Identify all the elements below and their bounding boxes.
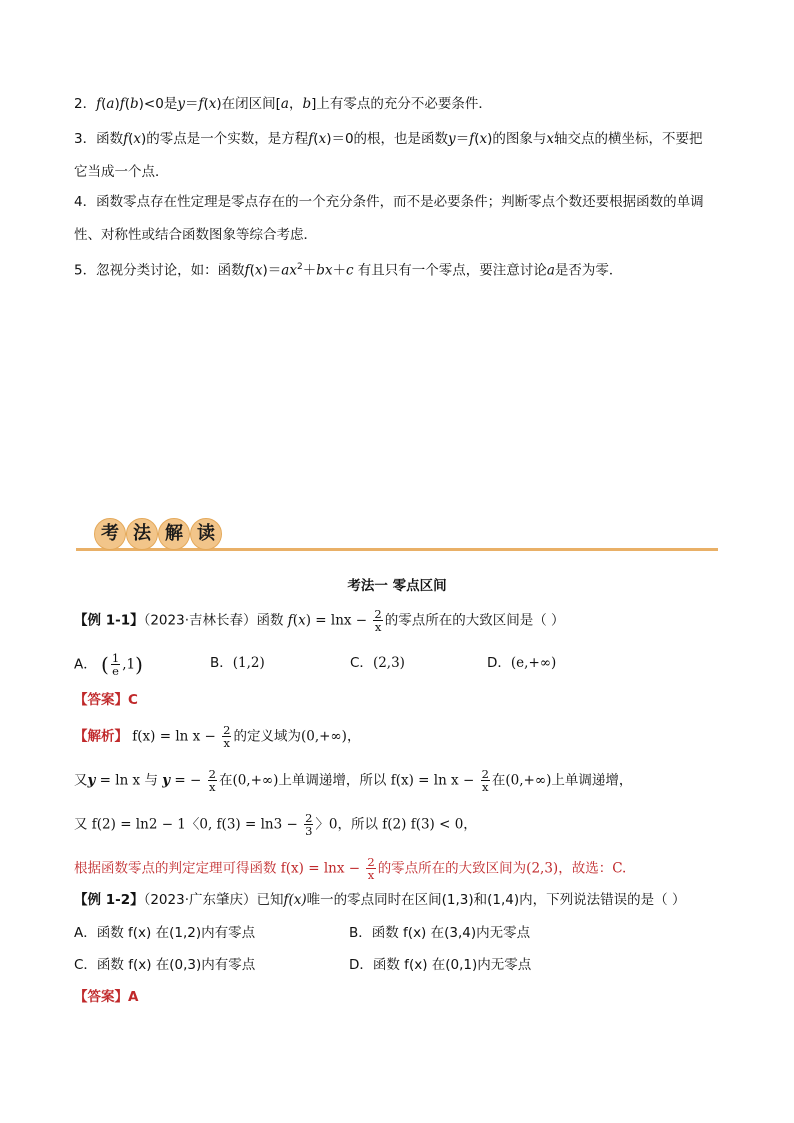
option-1-2-a: A．函数 f(x) 在(1,2)内有零点: [74, 925, 256, 941]
option-d: D．(e,+∞): [487, 655, 557, 671]
example-1-2-question: 【例 1-2】（2023·广东肇庆）已知f(x)唯一的零点同时在区间(1,3)和(1,4)内，下列说法错误的是（ ）: [74, 892, 686, 908]
example-tag: 【例 1-1】: [74, 612, 144, 629]
answer-1-1: 【答案】C: [74, 692, 138, 708]
banner-char-3: 解: [158, 518, 190, 550]
note-4-line-2: 性、对称性或结合函数图象等综合考虑．: [74, 227, 317, 243]
option-b: B．(1,2): [210, 655, 265, 671]
analysis-line-4: 根据函数零点的判定定理可得函数 f(x) = lnx − $\frac{2}{x}$ 的零点所在的大致区间为(2,3)，故选：C.: [74, 855, 627, 882]
option-a: A． ( $\frac{1}{e}$ ,1): [74, 651, 143, 678]
answer-1-2: 【答案】A: [74, 989, 139, 1005]
banner-char-1: 考: [94, 518, 126, 550]
banner-char-2: 法: [126, 518, 158, 550]
analysis-line-3: 又 f(2) = ln2 − 1〈0, f(3) = ln3 − $\frac{2}{3}$ 〉0，所以 f(2) f(3) < 0，: [74, 811, 477, 838]
section-title: 考法一 零点区间: [347, 578, 447, 594]
option-c: C．(2,3): [350, 655, 405, 671]
section-banner: [76, 514, 718, 554]
banner-char-4: 读: [190, 518, 222, 550]
note-3-line-2: 它当成一个点．: [74, 164, 169, 180]
option-1-2-c: C．函数 f(x) 在(0,3)内有零点: [74, 957, 256, 973]
note-3-line-1: 3．函数f(x)的零点是一个实数，是方程f(x)＝0的根，也是函数y＝f(x)的图象与x轴交点的横坐标，不要把: [74, 131, 703, 147]
note-4-line-1: 4．函数零点存在性定理是零点存在的一个充分条件，而不是必要条件；判断零点个数还要根据函数的单调: [74, 194, 704, 210]
example-1-1-question: 【例 1-1】（2023·吉林长春）函数 f(x) = lnx − $\frac{2}{x}$ 的零点所在的大致区间是（ ）: [74, 607, 565, 634]
option-1-2-d: D．函数 f(x) 在(0,1)内无零点: [349, 957, 532, 973]
note-2: 2．f(a)f(b)<0是y＝f(x)在闭区间[a，b]上有零点的充分不必要条件．: [74, 96, 492, 112]
analysis-line-1: 【解析】 f(x) = ln x − $\frac{2}{x}$ 的定义域为(0,+∞)，: [74, 723, 361, 750]
note-number: 2．: [74, 96, 97, 112]
note-5: 5．忽视分类讨论，如：函数$f(x)=ax^2+bx+c$ 有且只有一个零点，要注意讨论a是否为零．: [74, 262, 623, 279]
option-1-2-b: B．函数 f(x) 在(3,4)内无零点: [349, 925, 531, 941]
analysis-line-2: 又y = ln x 与 y = − $\frac{2}{x}$ 在(0,+∞)上单调递增，所以 f(x) = ln x − $\frac{2}{x}$ 在(0,+∞)上单调递增，: [74, 767, 633, 794]
